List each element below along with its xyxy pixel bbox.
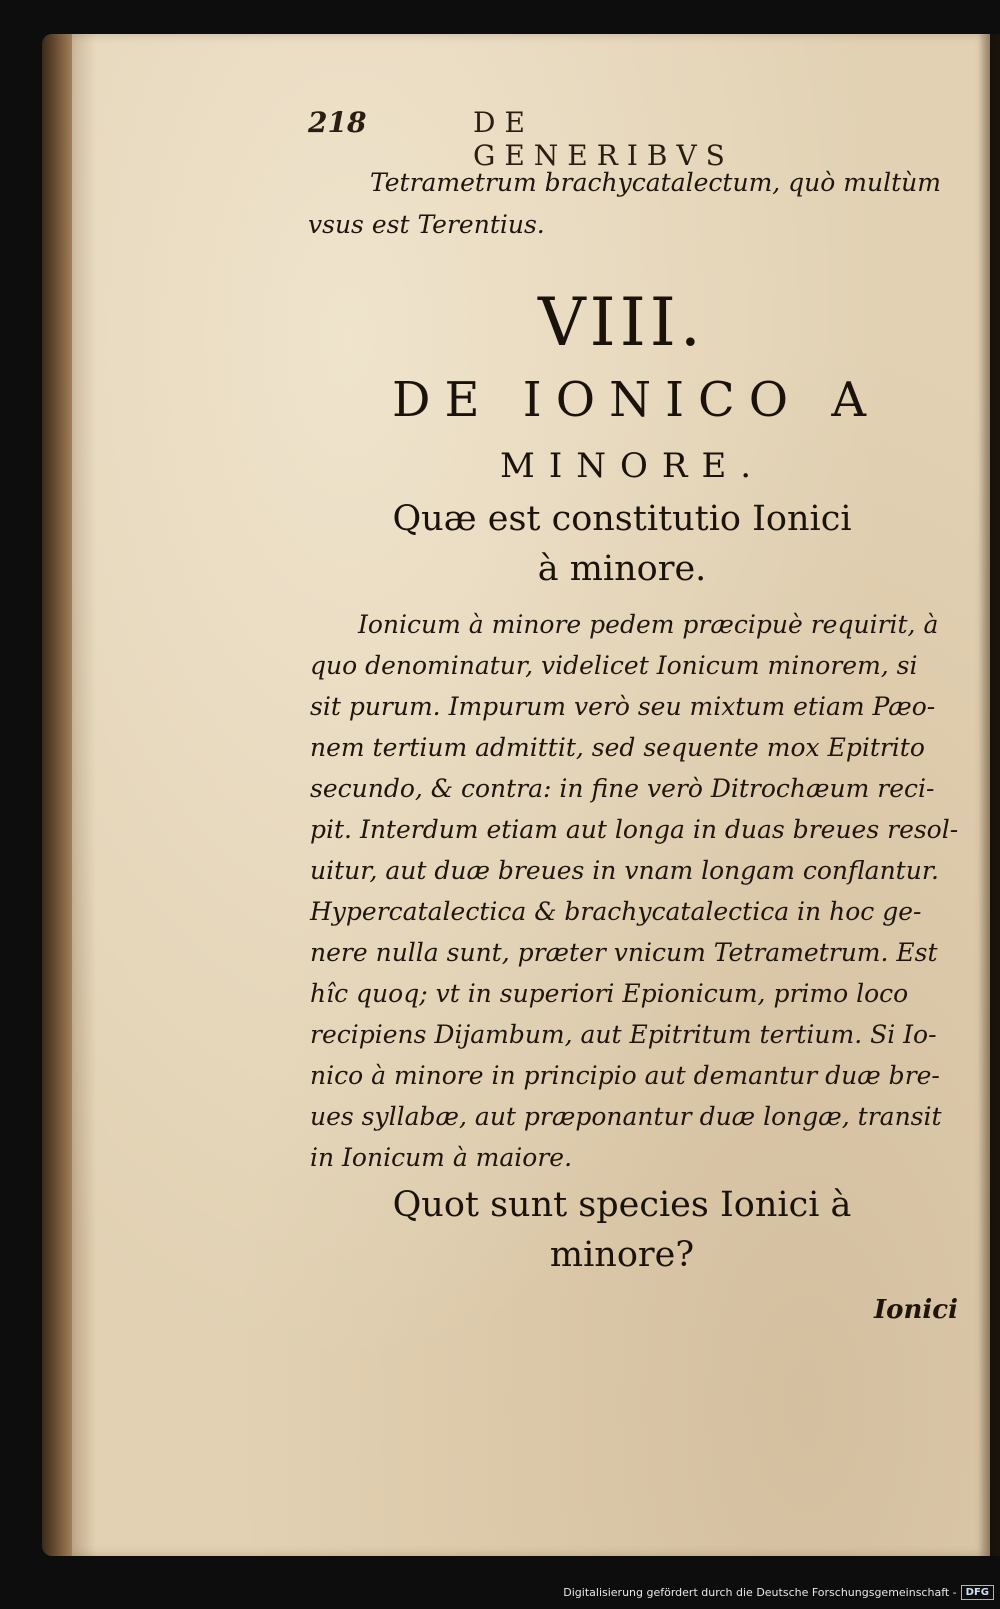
intro-line: Tetrametrum brachycatalectum, quò multùm (370, 168, 941, 197)
dfg-logo: DFG (961, 1585, 994, 1600)
digitization-credit (563, 1581, 994, 1603)
body-line: uitur, aut duæ breues in vnam longam conflantur. (310, 856, 939, 885)
page-number: 218 (308, 106, 367, 139)
body-paragraph (310, 604, 960, 1178)
page-header (308, 106, 808, 172)
body-line: pit. Interdum etiam aut longa in duas breues resol- (310, 815, 959, 844)
body-line: nere nulla sunt, præter vnicum Tetrametrum. Est (310, 938, 938, 967)
question-line: Quot sunt species Ionici à (392, 1185, 852, 1225)
body-line: recipiens Dijambum, aut Epitritum tertium. Si Io- (310, 1020, 937, 1049)
body-line: nico à minore in principio aut demantur duæ bre- (310, 1061, 940, 1090)
chapter-title: DE IONICO A (392, 372, 881, 428)
chapter-subtitle: MINORE. (500, 446, 766, 486)
chapter-number: VIII. (538, 284, 705, 361)
question-line: Quæ est constitutio Ionici (392, 499, 852, 539)
running-head: DE GENERIBVS (473, 106, 734, 172)
question-line: minore? (549, 1235, 695, 1275)
question-heading (322, 1180, 922, 1280)
body-line: nem tertium admittit, sed sequente mox Epitrito (310, 733, 925, 762)
body-line: ues syllabæ, aut præponantur duæ longæ, transit (310, 1102, 942, 1131)
page-gutter-shadow (978, 34, 1000, 1556)
body-line: in Ionicum à maiore. (310, 1143, 573, 1172)
intro-line: vsus est Terentius. (308, 210, 545, 239)
body-line: quo denominatur, videlicet Ionicum minorem, si (310, 651, 918, 680)
credit-text: Digitalisierung gefördert durch die Deutsche Forschungsgemeinschaft - (563, 1585, 957, 1599)
question-heading (322, 494, 922, 594)
question-line: à minore. (537, 549, 707, 589)
body-line: Ionicum à minore pedem præcipuè requirit, à (358, 610, 939, 639)
body-line: secundo, & contra: in fine verò Ditrochæum reci- (310, 774, 935, 803)
body-line: Hypercatalectica & brachycatalectica in hoc ge- (310, 897, 922, 926)
body-line: hîc quoq; vt in superiori Epionicum, primo loco (310, 979, 909, 1008)
body-line: sit purum. Impurum verò seu mixtum etiam Pæo- (310, 692, 936, 721)
catchword: Ionici (874, 1295, 958, 1325)
